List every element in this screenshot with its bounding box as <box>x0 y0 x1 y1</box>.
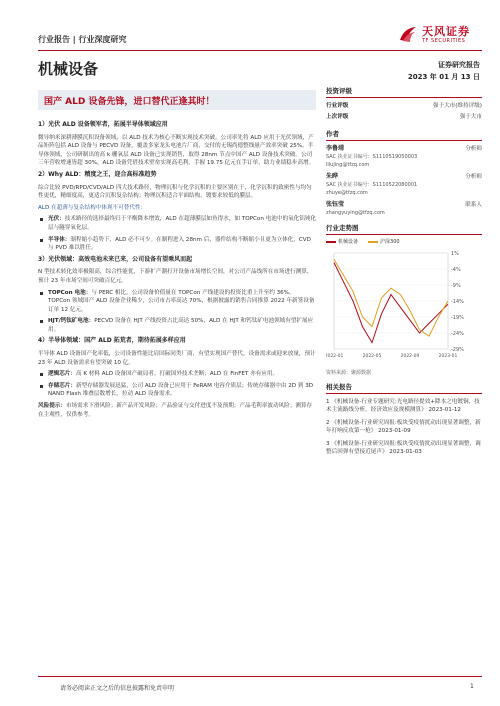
analyst-name: 张钰莹 <box>326 201 345 208</box>
bullet-item <box>38 382 316 399</box>
legend-item <box>368 238 400 245</box>
rating-label: 上次评级 <box>326 114 349 120</box>
x-tick-label: 2022-05 <box>362 354 382 359</box>
risk-lead: 风险提示： <box>38 403 66 410</box>
page-title: 机械设备 <box>38 60 99 78</box>
logo-subtext: TF SECURITIES <box>422 38 466 44</box>
paragraph: 微导纳米深耕薄膜沉积设备领域，以 ALD 技术为核心不断实现技术突破。公司率先将 ALD 应用于光伏领域，产品矩阵包括 ALD 设备与 PECVD 设备，覆盖多家龙头电池片厂商，交付的无锡尚德整线量产效率突破 25%。半导体领域，公司研制出的高 k 栅氧层 ALD 设备已实现销售，取得 28nm 节点中国产 ALD 设备技术突破。公司三年营收增速皆超 30%，ALD 设备凭借技术壁垒实现高毛利，手握 19.75 亿元在手订单，助力业绩稳步高增。 <box>38 134 315 167</box>
bullet-item <box>38 317 316 334</box>
bullet-item <box>38 236 316 253</box>
risk-warning <box>38 402 316 419</box>
footer-disclaimer[interactable]: 请务必阅读正文之后的信息披露和免责申明 <box>60 685 175 692</box>
chart-title: 行业走势图 <box>326 223 482 235</box>
report-subtitle: 国产 ALD 设备先锋，进口替代正逢其时！ <box>44 97 215 107</box>
analyst-email[interactable]: zhangyuying@tfzq.com <box>326 210 385 216</box>
header-label: 行业报告 | 行业深度研究 <box>38 35 127 44</box>
x-tick-label: 2022-01 <box>326 354 344 359</box>
sidebar <box>326 86 482 456</box>
bullet-item <box>38 370 316 379</box>
rating-value: 强于大市(维持评级) <box>432 103 482 109</box>
series-line <box>334 263 448 343</box>
bullet-lead: HJT/钙钛矿电池： <box>48 318 95 325</box>
rating-row <box>326 101 482 112</box>
risk-text: 市场需求下滑风险；新产品开发风险；产品验证与交付进度不及预期；产品毛利率波动风险；测算存在主观性，仅供参考。 <box>38 403 313 418</box>
bullet-text: 高 K 材料 ALD 设备国产破局者，打破国外技术垄断；ALD 在 FinFET 亦有应用。 <box>75 371 279 378</box>
analyst-name: 李鲁靖 <box>326 145 345 152</box>
footer-divider <box>38 676 482 677</box>
bullet-text: 与 PERC 相比，公司设备价值量在 TOPCon 产线建设的投资比重上升至约 36%。TOPCon 领域国产 ALD 设备企业稀少，公司市占率高达 70%，根据披露的销售合同推算 2022 年新签设备订单 12 亿元。 <box>48 289 315 313</box>
section-heading: 3）光伏领域：高效电池未来已来，公司设备有望乘风而起 <box>38 255 193 263</box>
y-tick-label: -9% <box>451 283 461 289</box>
paragraph: ALD 在超薄与复杂结构中体现不可替代性： <box>38 204 147 211</box>
y-tick-label: -19% <box>451 315 464 321</box>
analyst-title: 作者 <box>326 129 482 141</box>
logo-text: 天风证券 <box>422 25 470 38</box>
y-tick-label: -14% <box>451 299 464 305</box>
related-item[interactable]: 2 《机械设备-行业研究周报:板块受疫情扰动出现显著调整，新年打响反攻第一枪》 2023-01-09 <box>326 419 481 435</box>
trend-chart <box>326 247 482 367</box>
legend-swatch <box>368 241 378 243</box>
related-item[interactable]: 1 《机械设备-行业专题研究:光电路径提效+降本之电镀铜，技术主流路线分析，经济效应及规模测算》 2023-01-12 <box>326 399 480 414</box>
x-tick-label: 2023-01 <box>438 354 458 359</box>
bullet-lead: TOPCon 电池： <box>48 289 92 296</box>
chart-legend <box>326 238 482 245</box>
legend-item <box>326 238 358 245</box>
bullet-lead: 逻辑芯片： <box>48 371 76 378</box>
paragraph: 半导体 ALD 设备国产化率低，公司设备性能比肩国际同类厂商，有望实现国产替代，设备需求或迎来放量，预计 23 年 ALD 设备需求有望突破 10 亿。 <box>38 351 316 366</box>
rating-value: 强于大市 <box>459 114 482 120</box>
analyst-role: 分析师 <box>465 174 482 180</box>
page-number: 1 <box>470 683 474 690</box>
y-tick-label: -24% <box>451 331 464 337</box>
analyst-cert: SAC 执业证书编号：S1110522080001 <box>326 182 418 188</box>
section-heading: 1）光伏 ALD 设备领军者，拓展半导体领域应用 <box>38 121 168 128</box>
chart-source: 资料来源：聚源数据 <box>326 370 372 376</box>
rating-title: 投资评级 <box>326 86 482 98</box>
analyst-role: 联系人 <box>465 202 482 208</box>
header-divider <box>38 50 482 51</box>
analyst-block <box>326 145 482 169</box>
rating-row <box>326 112 482 123</box>
bullet-lead: 光伏： <box>48 216 65 223</box>
legend-swatch <box>326 241 336 243</box>
analyst-cert: SAC 执业证书编号：S1110519050003 <box>326 154 418 160</box>
logo-icon <box>398 24 418 44</box>
report-type: 证券研究报告 <box>438 61 480 69</box>
bullet-text: 技术路径的选择最终归于平衡降本增效，ALD 在超薄膜层如鱼得水，如 TOPCon 电池中的氧化铝钝化层与隧穿氧化层。 <box>48 216 317 231</box>
analyst-email[interactable]: lilujing@tfzq.com <box>326 162 370 168</box>
bullet-item <box>38 215 316 232</box>
analyst-email[interactable]: zhuye@tfzq.com <box>326 190 368 196</box>
bullet-text: PECVD 设备在 HJT 产线投资占比高达 50%，ALD 在 HJT 和钙钛矿电池领域有望扩展应用。 <box>48 318 314 333</box>
analyst-role: 分析师 <box>465 146 482 152</box>
analyst-name: 朱晔 <box>326 173 339 180</box>
y-tick-label: -29% <box>451 347 464 353</box>
bullet-text: 制程缩小趋势下，ALD 必不可少。在制程进入 28nm 后，器件结构不断缩小且更为立体化，CVD 与 PVD 难以胜任。 <box>48 236 311 252</box>
report-date: 2023 年 01 月 13 日 <box>407 73 480 81</box>
legend-label: 机械设备 <box>338 239 359 245</box>
section-heading: 2）Why ALD：精度之王，迎合高标准趋势 <box>38 170 157 178</box>
bullet-text: 新型存储器发展迅猛，公司 ALD 设备已应用于 FeRAM 电容介质层；传统存储器中由 2D 到 3D NAND Flash 堆叠层数增长，拉动 ALD 设备需求。 <box>48 382 314 398</box>
bullet-item <box>38 289 316 315</box>
bullet-lead: 半导体： <box>48 236 71 243</box>
brand-logo <box>398 22 480 50</box>
analyst-block <box>326 173 482 197</box>
paragraph: 综合比较 PVD/RPD/CVD/ALD 四大技术路径，物理沉积与化学沉积的主要区别在于，化学沉积的致密性与均匀性更优，精细度高，更适合沉积复杂结构；物理沉积适合平面结构，镀要求较低的膜层。 <box>38 184 312 200</box>
paragraph: N 型技术转化效率极限高，综合性能优，下游扩产潮打开设备市场增长空间，对公司产品线所在市场进行测算，预计 23 年市场空间可突破百亿元。 <box>38 269 313 284</box>
related-item[interactable]: 3 《机械设备-行业研究周报:板块受疫情扰动出现显著调整，调整后回弹有望接近尾声》 2023-01-03 <box>326 440 481 456</box>
legend-label: 沪深300 <box>380 239 400 245</box>
section-heading: 4）半导体领域：国产 ALD 拓荒者，期待拓展多样应用 <box>38 337 186 345</box>
x-tick-label: 2022-09 <box>400 354 420 359</box>
rating-label: 行业评级 <box>326 103 349 109</box>
related-title: 相关报告 <box>326 382 482 394</box>
analyst-block <box>326 201 482 217</box>
bullet-lead: 存储芯片： <box>48 382 76 389</box>
y-tick-label: 1% <box>451 251 459 257</box>
main-body <box>38 118 316 422</box>
y-tick-label: -4% <box>451 267 461 273</box>
